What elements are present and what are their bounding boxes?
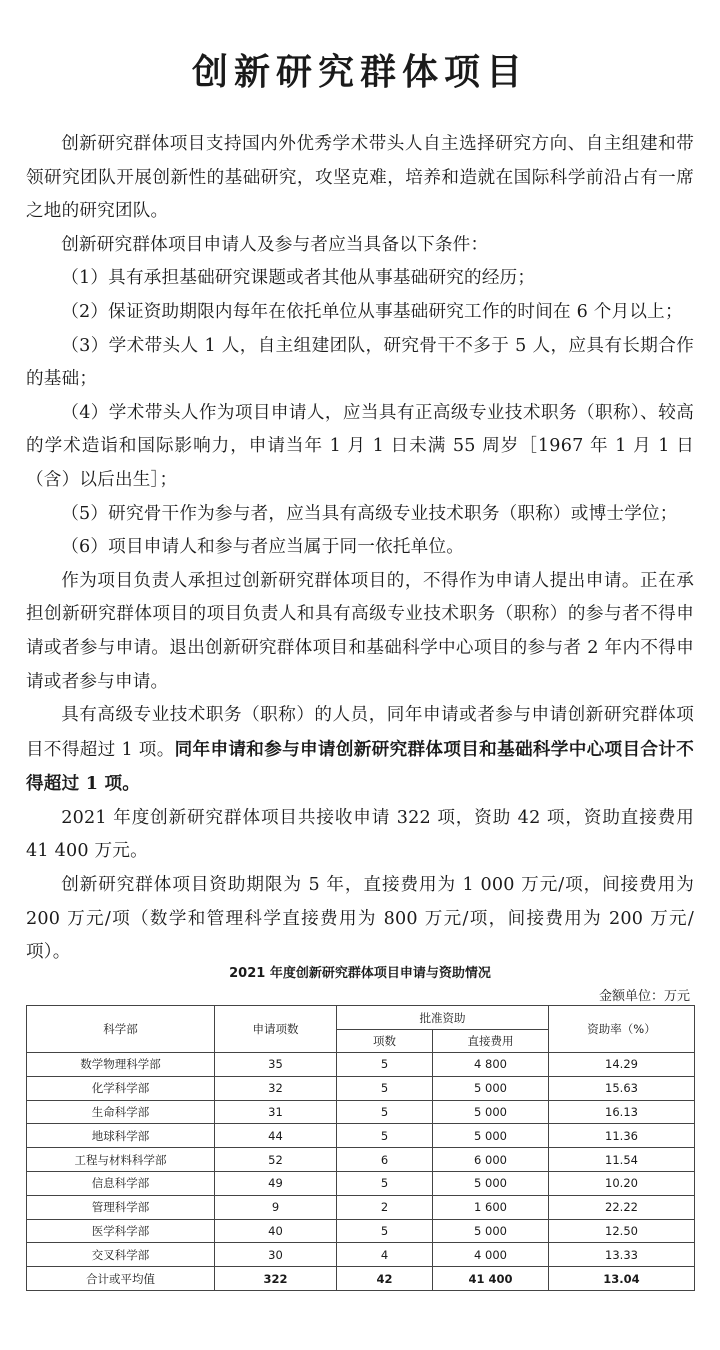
cell-count: 6 [337,1148,433,1172]
table-row [27,1100,695,1124]
cell-rate: 15.63 [549,1076,695,1100]
paragraph-restrictions: 作为项目负责人承担过创新研究群体项目的，不得作为申请人提出申请。正在承担创新研究群体项目的项目负责人和具有高级专业技术职务（职称）的参与者不得申请或者参与申请。退出创新研究群体项目和基础科学中心项目的参与者 2 年内不得申请或者参与申请。 [26,570,694,692]
paragraph-intro: 创新研究群体项目支持国内外优秀学术带头人自主选择研究方向、自主组建和带领研究团队开展创新性的基础研究，攻坚克难，培养和造就在国际科学前沿占有一席之地的研究团队。 [26,134,694,222]
condition-item-3: （3）学术带头人 1 人，自主组建团队，研究骨干不多于 5 人，应具有长期合作的基础； [26,335,694,390]
cell-applications: 52 [215,1148,337,1172]
cell-rate: 11.54 [549,1148,695,1172]
cell-direct-cost: 6 000 [433,1148,549,1172]
cell-rate: 22.22 [549,1195,695,1219]
paragraph-limit [26,699,694,802]
cell-applications: 9 [215,1195,337,1219]
paragraph-conditions: 创新研究群体项目申请人及参与者应当具备以下条件： [61,234,489,255]
table-body [27,1053,695,1291]
header-rate: 资助率（%） [549,1006,695,1053]
cell-count: 5 [337,1219,433,1243]
page-title: 创新研究群体项目 [191,51,528,93]
cell-applications: 49 [215,1171,337,1195]
paragraph-summary: 2021 年度创新研究群体项目共接收申请 322 项，资助 42 项，资助直接费用 41 400 万元。 [26,807,694,862]
cell-count: 4 [337,1243,433,1267]
cell-direct-cost: 5 000 [433,1219,549,1243]
cell-rate: 14.29 [549,1053,695,1077]
header-applications: 申请项数 [215,1006,337,1053]
table-row [27,1219,695,1243]
table-row [27,1076,695,1100]
header-dept: 科学部 [27,1006,215,1053]
condition-item-4: （4）学术带头人作为项目申请人，应当具有正高级专业技术职务（职称）、较高的学术造诣和国际影响力，申请当年 1 月 1 日未满 55 周岁［1967 年 1 月 1 日（含）以后出生］； [26,402,694,490]
cell-rate: 16.13 [549,1100,695,1124]
cell-count: 5 [337,1053,433,1077]
cell-dept: 医学科学部 [27,1219,215,1243]
unit-note: 金额单位：万元 [598,989,690,1004]
cell-direct-cost: 5 000 [433,1171,549,1195]
cell-applications: 44 [215,1124,337,1148]
cell-applications: 40 [215,1219,337,1243]
cell-count: 5 [337,1171,433,1195]
cell-direct-cost: 5 000 [433,1076,549,1100]
cell-dept: 生命科学部 [27,1100,215,1124]
body-text [26,128,694,970]
cell-applications: 31 [215,1100,337,1124]
cell-count: 5 [337,1100,433,1124]
total-cell-count: 42 [337,1267,433,1291]
cell-applications: 30 [215,1243,337,1267]
condition-item-6: （6）项目申请人和参与者应当属于同一依托单位。 [61,537,465,558]
cell-rate: 12.50 [549,1219,695,1243]
table-row [27,1124,695,1148]
funding-table [26,1005,695,1291]
cell-dept: 工程与材料科学部 [27,1148,215,1172]
cell-count: 5 [337,1076,433,1100]
cell-count: 2 [337,1195,433,1219]
cell-rate: 13.33 [549,1243,695,1267]
condition-item-2: （2）保证资助期限内每年在依托单位从事基础研究工作的时间在 6 个月以上； [61,301,683,322]
table-total-row [27,1267,695,1291]
table-row [27,1148,695,1172]
total-cell-direct-cost: 41 400 [433,1267,549,1291]
cell-dept: 地球科学部 [27,1124,215,1148]
cell-dept: 数学物理科学部 [27,1053,215,1077]
cell-dept: 信息科学部 [27,1171,215,1195]
condition-item-5: （5）研究骨干作为参与者，应当具有高级专业技术职务（职称）或博士学位； [61,503,678,524]
cell-direct-cost: 1 600 [433,1195,549,1219]
cell-direct-cost: 5 000 [433,1124,549,1148]
total-cell-rate: 13.04 [549,1267,695,1291]
cell-applications: 32 [215,1076,337,1100]
cell-dept: 管理科学部 [27,1195,215,1219]
paragraph-funding: 创新研究群体项目资助期限为 5 年，直接费用为 1 000 万元/项，间接费用为 200 万元/项（数学和管理科学直接费用为 800 万元/项，间接费用为 200 万元/项）。 [26,875,694,963]
table-row [27,1171,695,1195]
header-count: 项数 [337,1030,433,1053]
cell-rate: 11.36 [549,1124,695,1148]
cell-dept: 化学科学部 [27,1076,215,1100]
cell-direct-cost: 4 000 [433,1243,549,1267]
limit-text: 具有高级专业技术职务（职称）的人员，同年申请或者参与申请创新研究群体项目不得超过 1 项。 [26,705,694,760]
cell-direct-cost: 4 800 [433,1053,549,1077]
cell-direct-cost: 5 000 [433,1100,549,1124]
table-title: 2021 年度创新研究群体项目申请与资助情况 [229,966,491,981]
total-cell-applications: 322 [215,1267,337,1291]
header-direct-cost: 直接费用 [433,1030,549,1053]
table-row [27,1053,695,1077]
cell-rate: 10.20 [549,1171,695,1195]
condition-item-1: （1）具有承担基础研究课题或者其他从事基础研究的经历； [61,268,536,289]
limit-bold-text: 同年申请和参与申请创新研究群体项目和基础科学中心项目合计不得超过 1 项。 [26,738,694,795]
cell-applications: 35 [215,1053,337,1077]
cell-dept: 交叉科学部 [27,1243,215,1267]
cell-count: 5 [337,1124,433,1148]
header-approved: 批准资助 [337,1006,549,1030]
table-row [27,1243,695,1267]
table-row [27,1195,695,1219]
total-cell-dept: 合计或平均值 [27,1267,215,1291]
